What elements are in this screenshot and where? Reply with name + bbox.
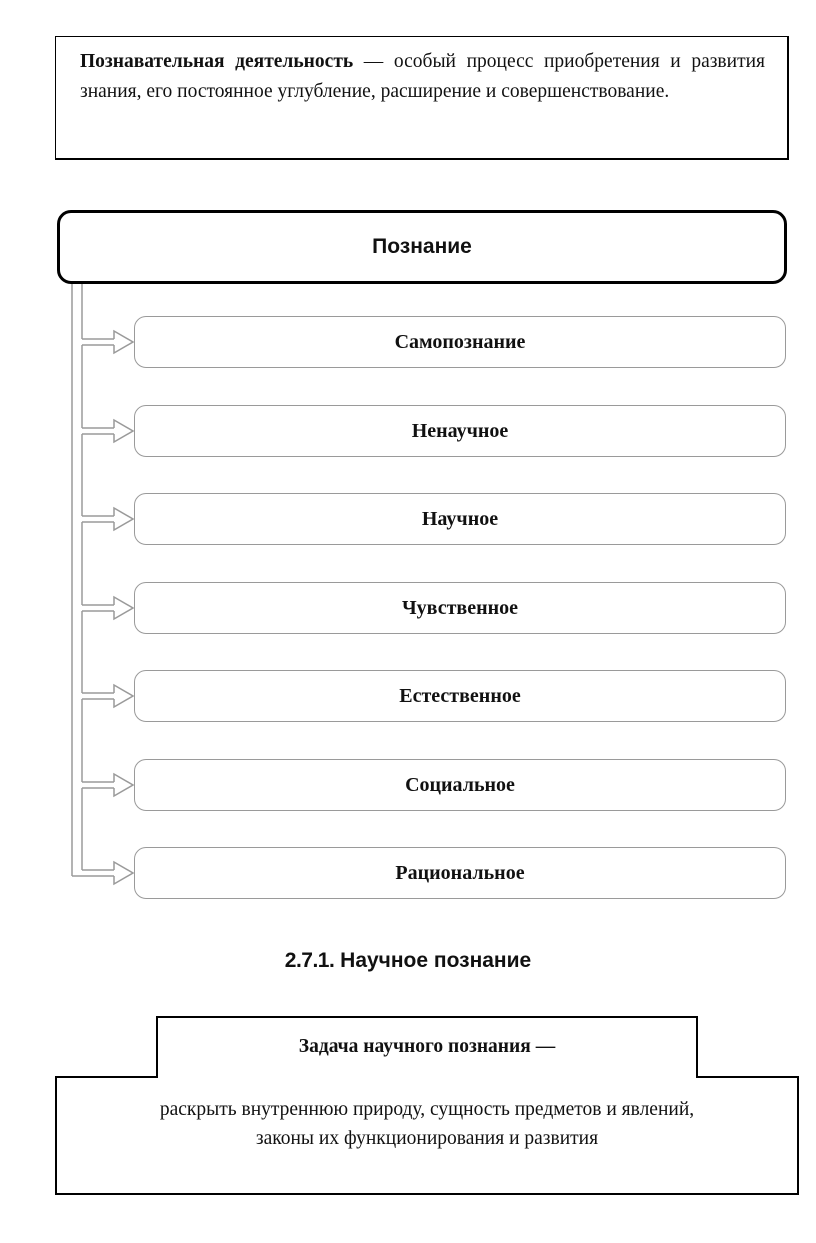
definition-term: Познавательная деятельность xyxy=(80,51,354,72)
arrow-head-icon xyxy=(114,597,133,619)
branch-label: Самопознание xyxy=(394,330,526,353)
arrow-head-icon xyxy=(114,862,133,884)
arrow-head-icon xyxy=(114,420,133,442)
branch-node xyxy=(134,847,786,899)
arrow-head-icon xyxy=(114,508,133,530)
task-heading: Задача научного познания — xyxy=(298,1036,556,1057)
branch-label: Социальное xyxy=(405,773,515,796)
branch-node xyxy=(134,582,786,634)
branch-label: Научное xyxy=(421,507,499,530)
task-line-2: законы их функционирования и развития xyxy=(255,1128,599,1149)
branch-node xyxy=(134,759,786,811)
branch-label: Рациональное xyxy=(395,861,525,884)
definition-text: — особый процесс приобретения и развития знания, его постоянное углубление, расширение и совершенствование. xyxy=(80,51,766,102)
branch-node xyxy=(134,316,786,368)
arrow-head-icon xyxy=(114,331,133,353)
arrow-head-icon xyxy=(114,774,133,796)
task-line-1: раскрыть внутреннюю природу, сущность предметов и явлений, xyxy=(159,1099,695,1120)
branch-label: Естественное xyxy=(399,684,521,707)
task-body xyxy=(62,1095,792,1153)
section-title xyxy=(0,949,816,973)
branch-label: Ненаучное xyxy=(411,419,509,442)
branch-node xyxy=(134,670,786,722)
branch-label: Чувственное xyxy=(401,596,519,619)
section-number: 2.7.1. xyxy=(284,949,335,972)
root-node-label: Познание xyxy=(372,235,472,258)
arrow-head-icon xyxy=(114,685,133,707)
branch-node xyxy=(134,405,786,457)
branch-node xyxy=(134,493,786,545)
section-title-text: Научное познание xyxy=(340,949,532,972)
